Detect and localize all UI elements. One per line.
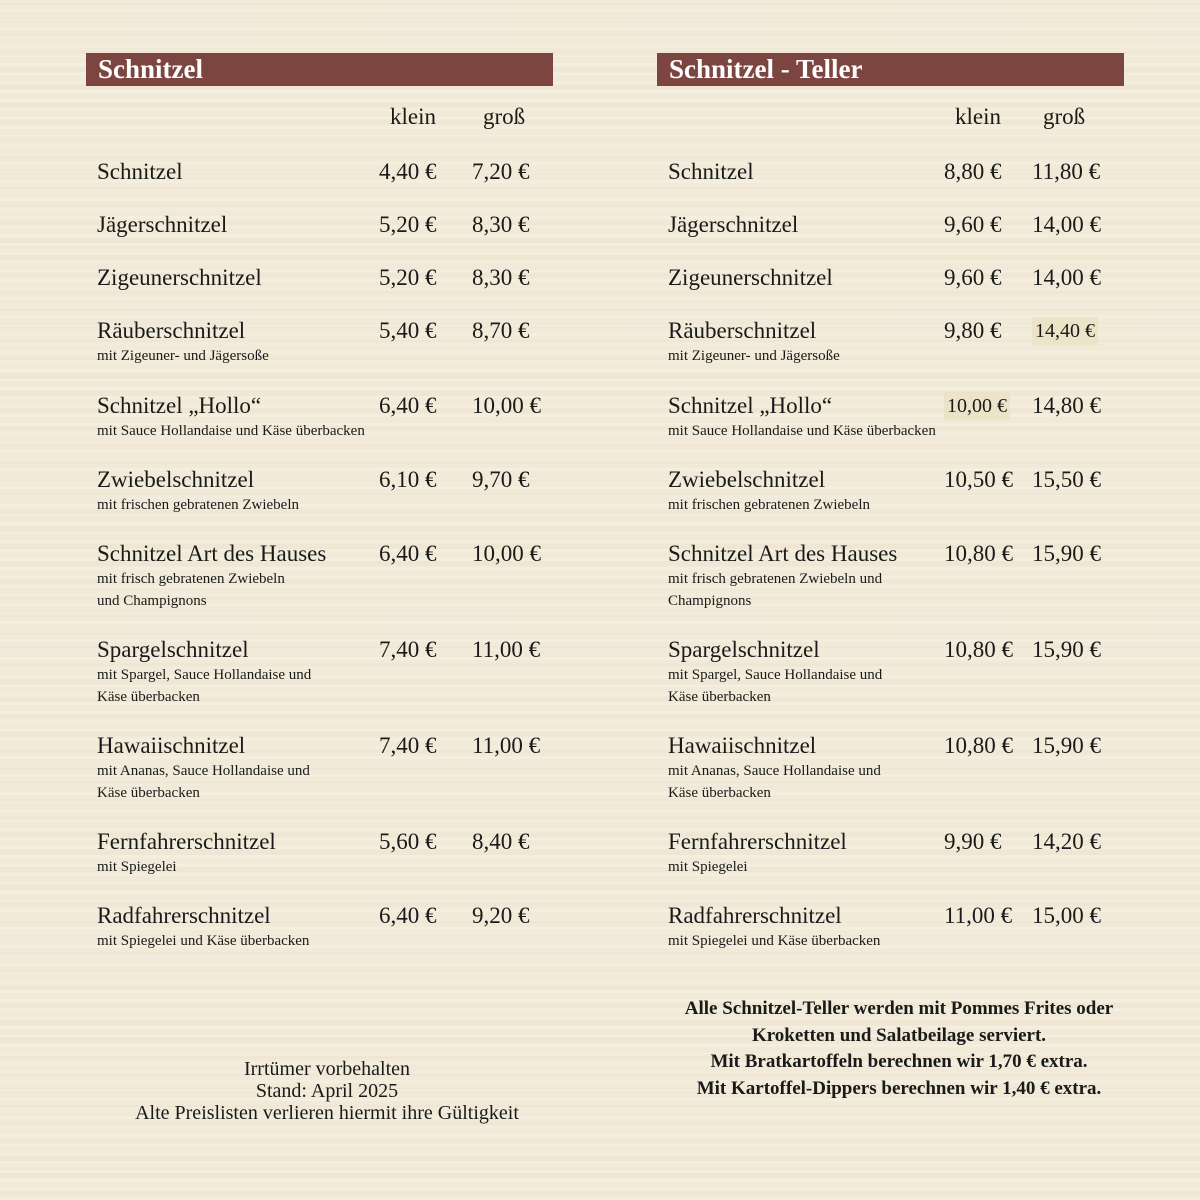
item-name: Hawaiischnitzel: [97, 733, 246, 758]
item-name: Schnitzel: [668, 159, 754, 184]
item-description: mit Sauce Hollandaise und Käse überbacken: [97, 423, 365, 439]
footer-disclaimer: [86, 1058, 568, 1124]
price-klein: 5,40 €: [379, 318, 437, 343]
price-klein: 5,60 €: [379, 829, 437, 854]
item-description: mit Zigeuner- und Jägersoße: [97, 348, 269, 364]
price-klein: 4,40 €: [379, 159, 437, 184]
price-gross: 10,00 €: [472, 541, 541, 566]
item-description: mit Spargel, Sauce Hollandaise und: [668, 667, 883, 683]
disclaimer-line: Alte Preislisten verlieren hiermit ihre Gültigkeit: [135, 1102, 519, 1124]
menu-item: [97, 466, 299, 516]
price-klein: 9,60 €: [944, 265, 1002, 290]
price-gross: 8,70 €: [472, 318, 530, 343]
menu-item: [97, 540, 326, 612]
price-klein: 10,80 €: [944, 541, 1013, 566]
item-name: Radfahrerschnitzel: [97, 903, 271, 928]
price-klein: 9,60 €: [944, 212, 1002, 237]
menu-item: [97, 732, 310, 804]
price-gross: 11,00 €: [472, 733, 541, 758]
size-header-klein: klein: [390, 104, 436, 129]
disclaimer-line: Irrtümer vorbehalten: [243, 1058, 411, 1080]
menu-item: [97, 902, 309, 952]
price-klein: 8,80 €: [944, 159, 1002, 184]
menu-item: [97, 211, 227, 239]
price-klein: 10,50 €: [944, 467, 1013, 492]
price-gross: 14,20 €: [1032, 829, 1101, 854]
price-gross: 14,40 €: [1032, 317, 1098, 345]
menu-item: [668, 158, 754, 186]
menu-item: [97, 636, 311, 708]
item-description: mit frisch gebratenen Zwiebeln und: [668, 571, 883, 587]
price-gross: 10,00 €: [472, 393, 541, 418]
price-gross: 14,80 €: [1032, 393, 1101, 418]
item-name: Jägerschnitzel: [668, 212, 799, 237]
menu-item: [668, 902, 880, 952]
item-description: mit frischen gebratenen Zwiebeln: [668, 497, 871, 513]
item-name: Zigeunerschnitzel: [668, 265, 833, 290]
item-name: Räuberschnitzel: [668, 318, 817, 343]
price-gross: 11,80 €: [1032, 159, 1101, 184]
item-description: mit Spiegelei: [97, 859, 177, 875]
item-name: Jägerschnitzel: [97, 212, 228, 237]
menu-item: [668, 317, 840, 367]
item-name: Schnitzel „Hollo“: [97, 393, 262, 418]
item-description: Käse überbacken: [668, 785, 771, 801]
menu-item: [668, 828, 847, 878]
price-klein: 11,00 €: [944, 903, 1013, 928]
item-description: mit Spiegelei und Käse überbacken: [97, 933, 310, 949]
item-name: Schnitzel „Hollo“: [668, 393, 833, 418]
item-name: Schnitzel Art des Hauses: [668, 541, 898, 566]
price-gross: 8,40 €: [472, 829, 530, 854]
price-gross: 15,90 €: [1032, 637, 1101, 662]
price-gross: 15,00 €: [1032, 903, 1101, 928]
menu-item: [668, 466, 870, 516]
section-title-schnitzel: Schnitzel: [86, 53, 553, 86]
menu-item: [668, 392, 936, 442]
price-klein: 10,00 €: [944, 392, 1010, 420]
item-description: mit Sauce Hollandaise und Käse überbacken: [668, 423, 936, 439]
price-klein: 9,90 €: [944, 829, 1002, 854]
item-description: mit Ananas, Sauce Hollandaise und: [97, 763, 310, 779]
item-description: Champignons: [668, 593, 752, 609]
item-description: mit Spargel, Sauce Hollandaise und: [97, 667, 312, 683]
item-name: Fernfahrerschnitzel: [97, 829, 276, 854]
item-description: mit Zigeuner- und Jägersoße: [668, 348, 840, 364]
menu-item: [668, 636, 882, 708]
menu-item: [97, 392, 365, 442]
price-gross: 14,00 €: [1032, 212, 1101, 237]
item-name: Spargelschnitzel: [97, 637, 249, 662]
menu-item: [668, 264, 833, 292]
price-gross: 15,90 €: [1032, 541, 1101, 566]
disclaimer-line: Stand: April 2025: [255, 1080, 399, 1102]
price-klein: 6,40 €: [379, 393, 437, 418]
section-title-schnitzel-teller: Schnitzel - Teller: [657, 53, 1124, 86]
menu-item: [668, 540, 897, 612]
price-klein: 9,80 €: [944, 318, 1002, 343]
item-description: mit Spiegelei und Käse überbacken: [668, 933, 881, 949]
size-header-klein: klein: [955, 104, 1001, 129]
menu-item: [668, 211, 798, 239]
item-name: Schnitzel: [97, 159, 183, 184]
price-gross: 8,30 €: [472, 212, 530, 237]
item-description: mit Ananas, Sauce Hollandaise und: [668, 763, 881, 779]
price-gross: 15,90 €: [1032, 733, 1101, 758]
item-name: Spargelschnitzel: [668, 637, 820, 662]
item-description: und Champignons: [97, 593, 207, 609]
price-klein: 7,40 €: [379, 637, 437, 662]
item-name: Hawaiischnitzel: [668, 733, 817, 758]
item-description: Käse überbacken: [97, 689, 200, 705]
price-klein: 10,80 €: [944, 637, 1013, 662]
note-line: Mit Bratkartoffeln berechnen wir 1,70 € extra.: [710, 1051, 1088, 1072]
price-klein: 10,80 €: [944, 733, 1013, 758]
item-name: Fernfahrerschnitzel: [668, 829, 847, 854]
menu-item: [97, 264, 262, 292]
price-gross: 11,00 €: [472, 637, 541, 662]
price-klein: 6,10 €: [379, 467, 437, 492]
menu-item: [97, 317, 269, 367]
item-name: Radfahrerschnitzel: [668, 903, 842, 928]
size-header-gross: groß: [1043, 104, 1086, 129]
note-line: Mit Kartoffel-Dippers berechnen wir 1,40 € extra.: [696, 1077, 1102, 1099]
price-gross: 8,30 €: [472, 265, 530, 290]
item-description: Käse überbacken: [668, 689, 771, 705]
item-name: Zwiebelschnitzel: [668, 467, 826, 492]
size-header-gross: groß: [483, 104, 526, 129]
price-klein: 7,40 €: [379, 733, 437, 758]
item-name: Zwiebelschnitzel: [97, 467, 255, 492]
note-line: Alle Schnitzel-Teller werden mit Pommes Frites oder: [684, 998, 1114, 1019]
price-klein: 5,20 €: [379, 265, 437, 290]
item-description: mit frisch gebratenen Zwiebeln: [97, 571, 285, 587]
item-name: Zigeunerschnitzel: [97, 265, 262, 290]
price-gross: 14,00 €: [1032, 265, 1101, 290]
item-description: mit frischen gebratenen Zwiebeln: [97, 497, 300, 513]
menu-item: [668, 732, 881, 804]
item-description: mit Spiegelei: [668, 859, 748, 875]
price-klein: 6,40 €: [379, 903, 437, 928]
side-dish-note: [657, 996, 1141, 1102]
item-name: Schnitzel Art des Hauses: [97, 541, 327, 566]
price-gross: 9,70 €: [472, 467, 530, 492]
price-gross: 9,20 €: [472, 903, 530, 928]
price-gross: 7,20 €: [472, 159, 530, 184]
item-name: Räuberschnitzel: [97, 318, 246, 343]
menu-item: [97, 158, 183, 186]
price-gross: 15,50 €: [1032, 467, 1101, 492]
menu-item: [97, 828, 276, 878]
price-klein: 5,20 €: [379, 212, 437, 237]
note-line: Kroketten und Salatbeilage serviert.: [751, 1024, 1047, 1046]
price-klein: 6,40 €: [379, 541, 437, 566]
item-description: Käse überbacken: [97, 785, 200, 801]
